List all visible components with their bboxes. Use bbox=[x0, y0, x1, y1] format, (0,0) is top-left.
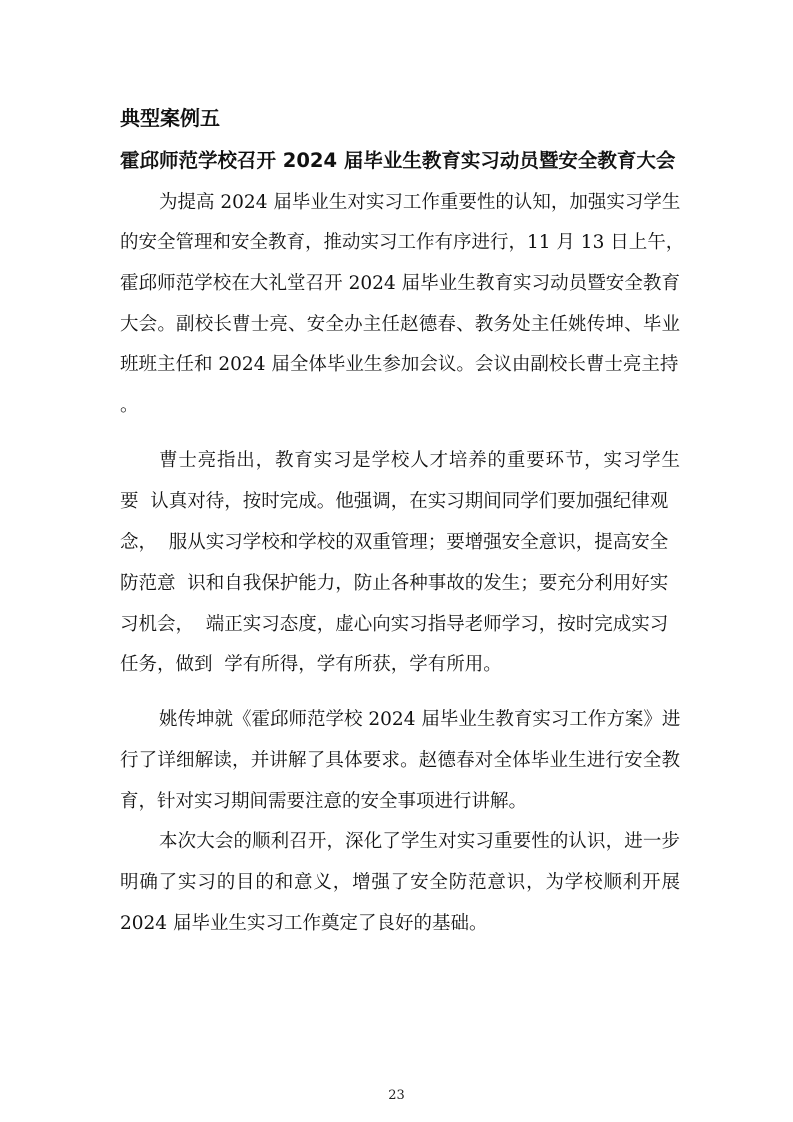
paragraph-1-line-1: 为提高 2024 届毕业生对实习工作重要性的认知，加强实习学生 bbox=[159, 192, 681, 213]
paragraph-1-line-5: 班班主任和 2024 届全体毕业生参加会议。会议由副校长曹士亮主持 bbox=[120, 354, 679, 375]
page-number: 23 bbox=[388, 1088, 405, 1103]
paragraph-2-line-1: 曹士亮指出，教育实习是学校人才培养的重要环节，实习学生 bbox=[159, 450, 680, 471]
paragraph-1-line-4: 大会。副校长曹士亮、安全办主任赵德春、教务处主任姚传坤、毕业 bbox=[120, 314, 680, 335]
paragraph-1-line-2: 的安全管理和安全教育，推动实习工作有序进行，11 月 13 日上午， bbox=[120, 232, 685, 253]
article-title: 霍邱师范学校召开 2024 届毕业生教育实习动员暨安全教育大会 bbox=[120, 149, 676, 172]
paragraph-2-line-5: 习机会， 端正实习态度，虚心向实习指导老师学习，按时完成实习 bbox=[120, 614, 669, 635]
paragraph-4-line-3: 2024 届毕业生实习工作奠定了良好的基础。 bbox=[120, 913, 488, 934]
section-label: 典型案例五 bbox=[120, 106, 220, 130]
paragraph-2-line-6: 任务，做到 学有所得，学有所获，学有所用。 bbox=[120, 654, 502, 675]
paragraph-3-line-2: 行了详细解读，并讲解了具体要求。赵德春对全体毕业生进行安全教 bbox=[120, 750, 680, 771]
paragraph-3-line-3: 育，针对实习期间需要注意的安全事项进行讲解。 bbox=[120, 791, 528, 812]
paragraph-4-line-2: 明确了实习的目的和意义，增强了安全防范意识，为学校顺利开展 bbox=[120, 872, 680, 893]
paragraph-4-line-1: 本次大会的顺利召开，深化了学生对实习重要性的认识，进一步 bbox=[159, 831, 680, 852]
paragraph-1-line-6: 。 bbox=[120, 395, 139, 416]
paragraph-1-line-3: 霍邱师范学校在大礼堂召开 2024 届毕业生教育实习动员暨安全教育 bbox=[120, 273, 680, 294]
paragraph-2-line-3: 念， 服从实习学校和学校的双重管理；要增强安全意识，提高安全 bbox=[120, 532, 669, 553]
paragraph-3-line-1: 姚传坤就《霍邱师范学校 2024 届毕业生教育实习工作方案》进 bbox=[159, 709, 681, 730]
paragraph-2-line-4: 防范意 识和自我保护能力，防止各种事故的发生；要充分利用好实 bbox=[120, 573, 669, 594]
paragraph-2-line-2: 要 认真对待，按时完成。他强调，在实习期间同学们要加强纪律观 bbox=[120, 491, 669, 512]
